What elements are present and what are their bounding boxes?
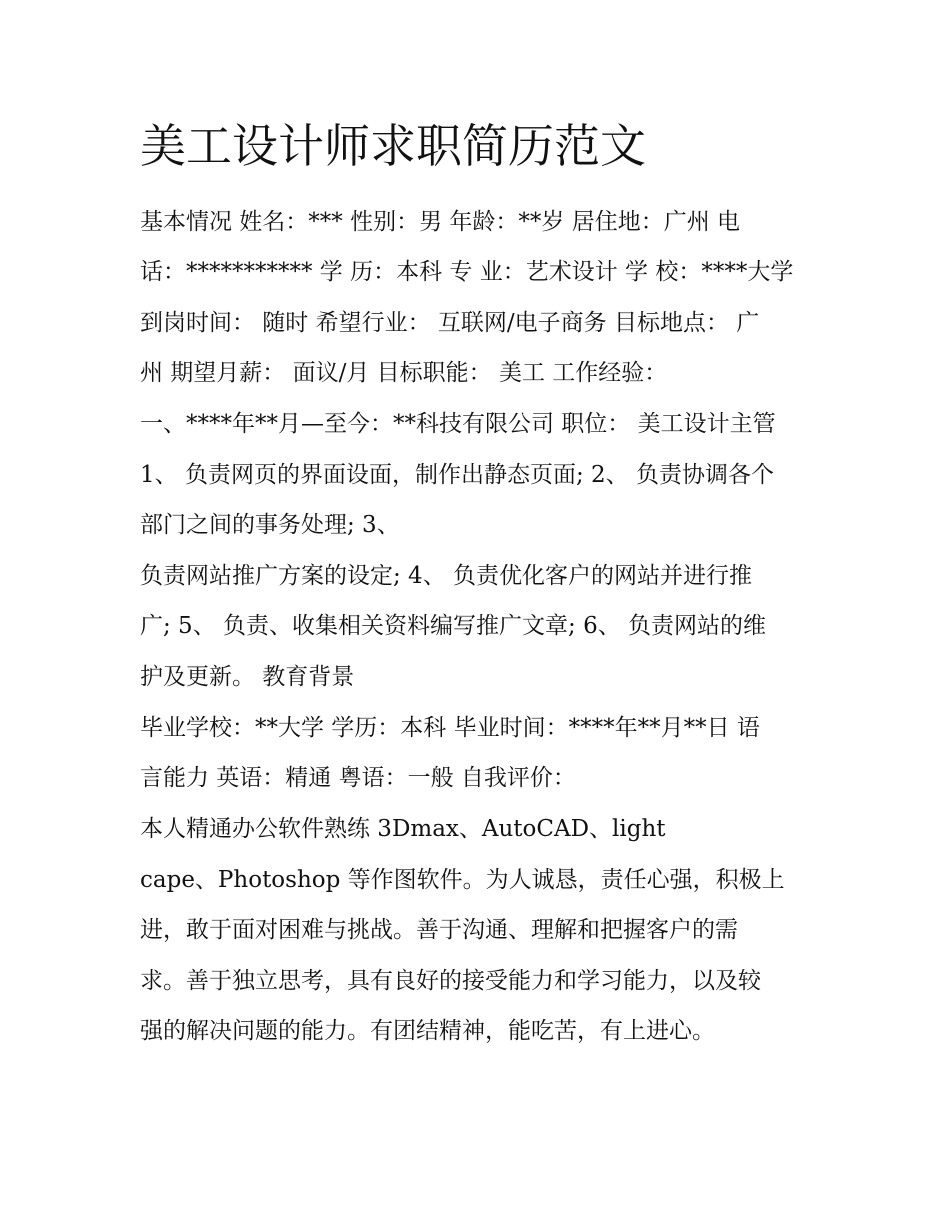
text-line-duties-4: 广; 5、 负责、收集相关资料编写推广文章; 6、 负责网站的维 (140, 613, 767, 639)
text-line-duties-1: 1、 负责网页的界面设面，制作出静态页面; 2、 负责协调各个 (140, 462, 774, 488)
text-line-duties-3: 负责网站推广方案的设定; 4、 负责优化客户的网站并进行推 (140, 563, 753, 589)
document-title: 美工设计师求职简历范文 (140, 119, 646, 173)
text-line-duties-2: 部门之间的事务处理; 3、 (140, 512, 400, 538)
text-line-education-heading: 护及更新。 教育背景 (140, 664, 355, 690)
text-line-education: 毕业学校：**大学 学历：本科 毕业时间：****年**月**日 语 (140, 715, 760, 741)
text-line-basic-info: 基本情况 姓名：*** 性别：男 年龄：**岁 居住地：广州 电 (140, 209, 741, 235)
text-line-languages: 言能力 英语：精通 粤语：一般 自我评价： (140, 765, 576, 791)
text-line-self-eval-4: 求。善于独立思考，具有良好的接受能力和学习能力，以及较 (140, 968, 761, 994)
text-line-self-eval-2: cape、Photoshop 等作图软件。为人诚恳，责任心强，积极上 (140, 867, 785, 893)
text-line-contact: 话：*********** 学 历：本科 专 业：艺术设计 学 校：****大学 (140, 259, 794, 285)
text-line-self-eval-3: 进，敢于面对困难与挑战。善于沟通、理解和把握客户的需 (140, 917, 738, 943)
text-line-work-experience: 一、****年**月—至今：**科技有限公司 职位： 美工设计主管 (140, 411, 776, 437)
text-line-salary: 州 期望月薪： 面议/月 目标职能： 美工 工作经验： (140, 360, 668, 386)
text-line-availability: 到岗时间： 随时 希望行业： 互联网/电子商务 目标地点： 广 (140, 310, 760, 336)
text-line-self-eval-5: 强的解决问题的能力。有团结精神，能吃苦，有上进心。 (140, 1018, 715, 1044)
text-line-self-eval-1: 本人精通办公软件熟练 3Dmax、AutoCAD、light (140, 816, 666, 842)
